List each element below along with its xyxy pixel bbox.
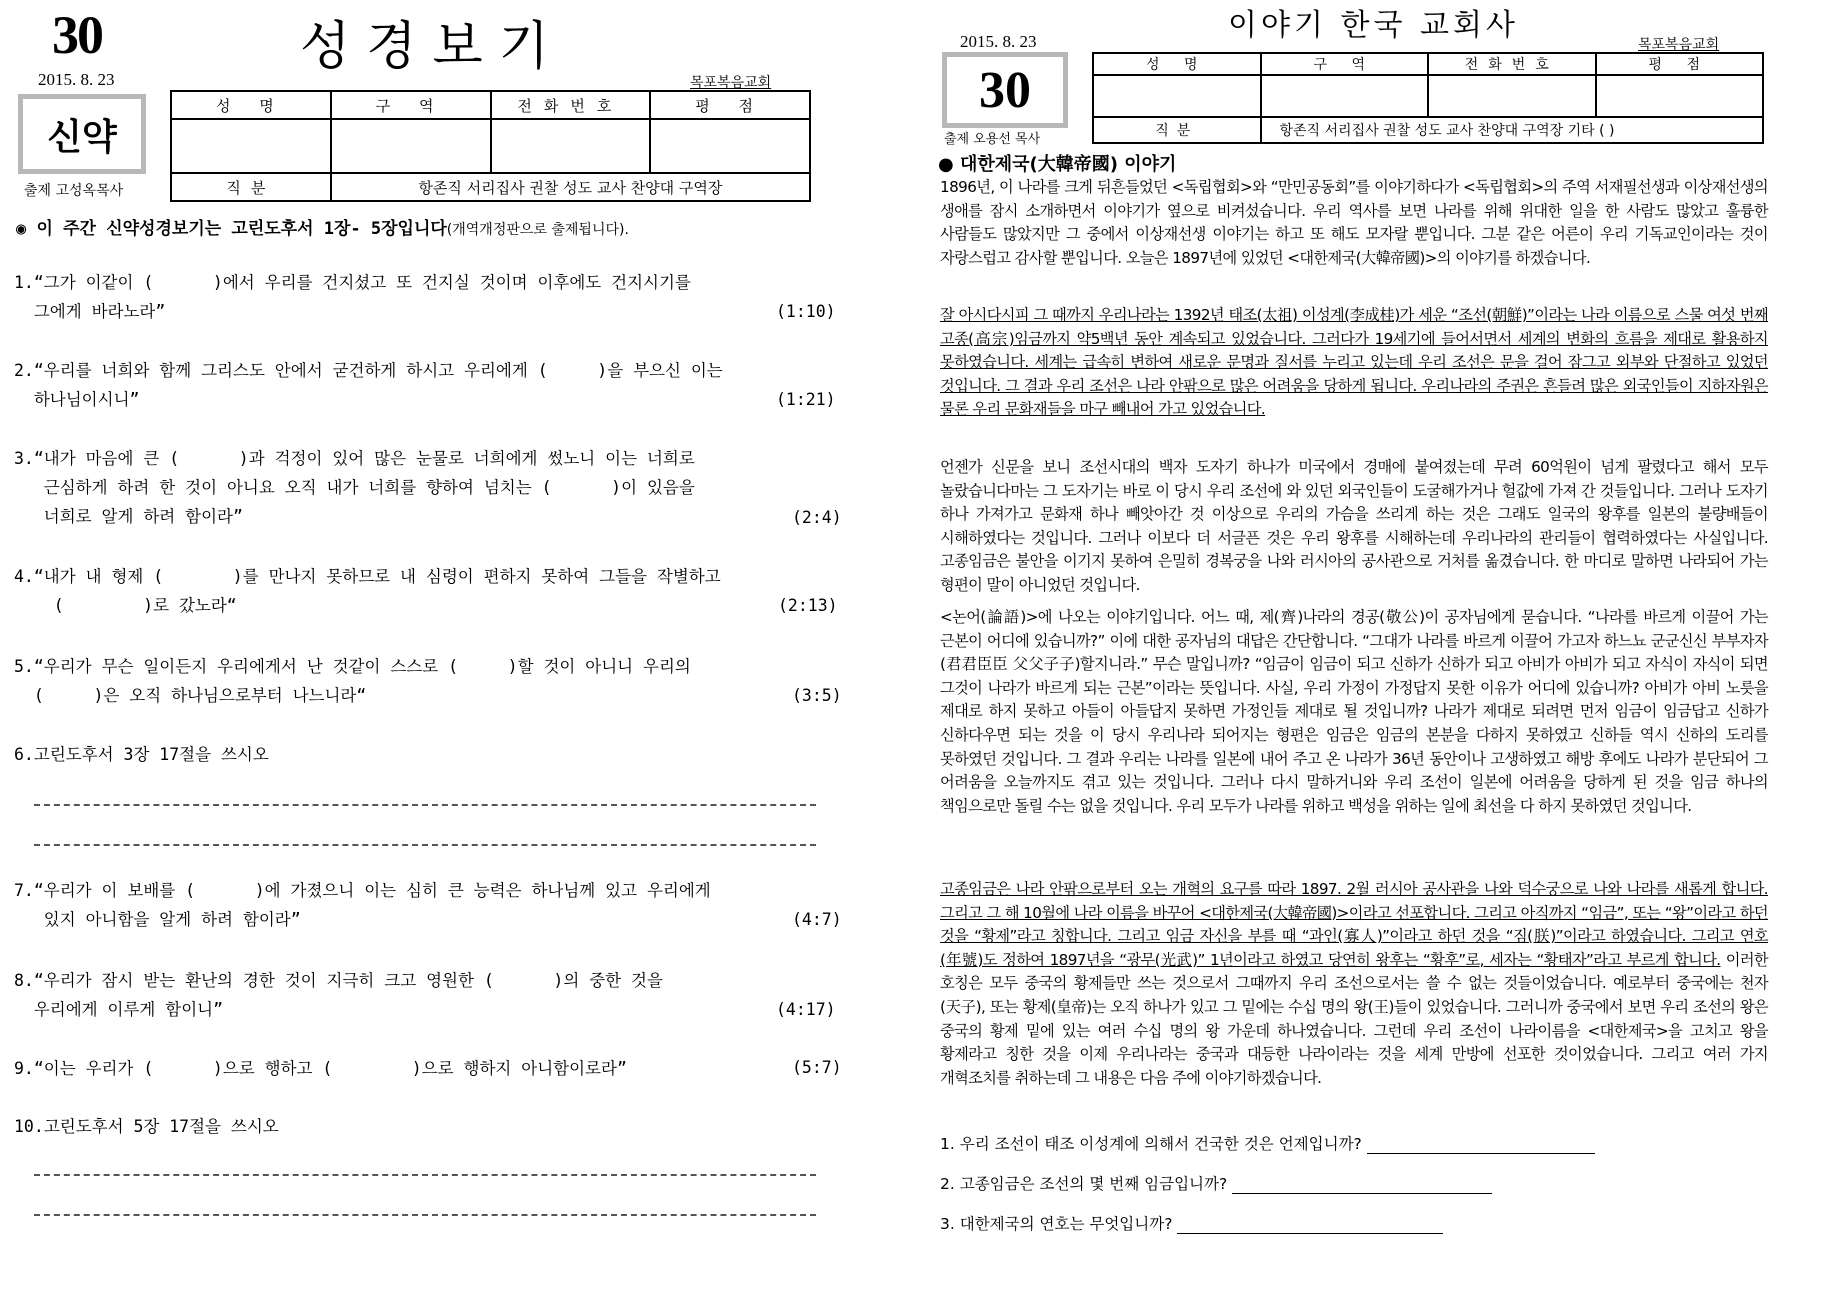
left-issue-number: 30 — [52, 5, 102, 65]
q-line: 근심하게 하려 한 것이 아니요 오직 내가 너희를 향하여 넘치는 ( )이 있음을 — [14, 478, 695, 497]
rank-label: 직분 — [1093, 117, 1261, 143]
q-number: 6. — [14, 745, 34, 764]
q-line: 있지 아니함을 알게 하려 함이라” — [14, 910, 301, 929]
paragraph-text: 1896년, 이 나라를 크게 뒤흔들었던 <독립협회>와 “만민공동회”를 이야기하다가 <독립협회>의 주역 서재필선생과 이상재선생의 생애를 잠시 소개하면서 이야기가 옆으로 비켜섰습니다. 우리 역사를 보면 나라를 위해 위대한 일을 한 사람도 많았고 훌륭한 사람들도 많았지만 그 중에서 이상재선생 이야기는 하고 또 해도 모자랄 뿐입니다. 그분 같은 어른이 우리 기독교인이라는 것이 자랑스럽고 감사할 뿐입니다. 오늘은 1897년에 있었던 <대한제국(大韓帝國)>의 이야기를 하겠습니다. — [940, 178, 1768, 267]
left-testament-badge: 신약 — [18, 94, 146, 174]
q-number: 8. — [14, 971, 34, 990]
header-name: 성 명 — [171, 91, 331, 119]
article-heading: ● 대한제국(大韓帝國) 이야기 — [938, 154, 1177, 175]
answer-line[interactable] — [34, 1174, 816, 1176]
question-5 — [14, 652, 691, 710]
left-church-name: 목포복음교회 — [690, 75, 772, 91]
question-7-ref: (4:7) — [792, 910, 842, 929]
right-page-title: 이야기 한국 교회사 — [1228, 8, 1519, 43]
q-line: 하나님이시니” — [14, 390, 140, 409]
header-phone: 전화번호 — [1428, 53, 1596, 75]
question-8 — [14, 966, 663, 1024]
paragraph-text: <논어(論語)>에 나오는 이야기입니다. 어느 때, 제(齊)나라의 경공(敬公)이 공자님에게 묻습니다. “나라를 바르게 이끌어 가는 근본이 어디에 있습니까?” 이에 대한 공자님의 대답은 간단합니다. “그대가 나라를 바르게 이끌어 가고자 하느뇨 군군신신 부부자자(君君臣臣 父父子子)할지니라.” 무슨 말입니까? “임금이 임금이 되고 신하가 신하가 되고 아비가 아비가 되고 자식이 자식이 되면 그것이 나라가 바르게 되는 근본”이라는 뜻입니다. 사실, 우리 가정이 가정답지 못한 이유가 어디에 있습니까? 아비가 아비 노릇을 제대로 하지 못하고 아들이 아들답지 못하면 가정인들 제대로 될 것입니까? 나라가 제대로 되려면 먼저 임금이 임금답고 신하가 신하다우면 되는 것을 이 당시 우리나라 되어지는 형편은 임금은 임금의 본분을 다하지 못하였고 신하들 역시 신하의 도리를 못하였던 것입니다. 그 결과 우리는 나라를 일본에 내어 주고 온 나라가 36년 동안이나 고생하였고 해방 후에도 나라가 분단되어 그 어려움을 오늘까지도 겪고 있는 것입니다. 그러나 다시 말하거니와 우리 조선이 일본에 어려움을 당하게 된 것을 임금 하나의 책임으로만 돌릴 수는 없을 것입니다. 우리 모두가 나라를 위하고 백성을 위하는 일에 최선을 다 하지 못하였던 것입니다. — [940, 608, 1768, 815]
question-9-ref: (5:7) — [792, 1058, 842, 1077]
answer-line[interactable] — [34, 804, 816, 806]
right-author: 출제 오용선 목사 — [944, 132, 1041, 147]
score-field[interactable] — [1596, 75, 1764, 117]
question-4-ref: (2:13) — [778, 596, 838, 615]
header-district: 구 역 — [1261, 53, 1429, 75]
notice-small: (개역개정판으로 출제됩니다). — [446, 222, 629, 238]
score-field[interactable] — [650, 119, 810, 173]
q-line: “우리가 무슨 일이든지 우리에게서 난 것같이 스스로 ( )할 것이 아니니 우리의 — [33, 657, 691, 676]
header-district: 구 역 — [331, 91, 491, 119]
q-line: “우리가 잠시 받는 환난의 경한 것이 지극히 크고 영원한 ( )의 중한 것을 — [33, 971, 663, 990]
article-paragraph-2 — [940, 304, 1768, 422]
question-1 — [14, 268, 691, 326]
right-info-table — [1092, 52, 1764, 144]
question-6 — [14, 740, 269, 769]
district-field[interactable] — [331, 119, 491, 173]
q-line: “이는 우리가 ( )으로 행하고 ( )으로 행하지 아니함이로라” — [33, 1059, 627, 1078]
question-3-ref: (2:4) — [792, 508, 842, 527]
header-phone: 전화번호 — [491, 91, 651, 119]
q-line: “우리를 너희와 함께 그리스도 안에서 굳건하게 하시고 우리에게 ( )을 부으신 이는 — [33, 361, 723, 380]
q-line: 고린도후서 5장 17절을 쓰시오 — [43, 1117, 279, 1136]
header-score: 평 점 — [650, 91, 810, 119]
rank-label: 직분 — [171, 173, 331, 201]
question-10 — [14, 1112, 279, 1141]
question-8-ref: (4:17) — [776, 1000, 836, 1019]
q-number: 10. — [14, 1117, 44, 1136]
question-2-ref: (1:21) — [776, 390, 836, 409]
review-question-1 — [940, 1132, 1595, 1154]
left-date: 2015. 8. 23 — [38, 70, 115, 89]
q-number: 4. — [14, 567, 34, 586]
review-question-text: 3. 대한제국의 연호는 무엇입니까? — [940, 1215, 1173, 1233]
article-paragraph-4 — [940, 606, 1768, 818]
district-field[interactable] — [1261, 75, 1429, 117]
q-line: 그에게 바라노라” — [14, 302, 166, 321]
review-question-text: 2. 고종임금은 조선의 몇 번째 임금입니까? — [940, 1175, 1228, 1193]
article-paragraph-3 — [940, 456, 1768, 598]
question-5-ref: (3:5) — [792, 686, 842, 705]
paragraph-text: 이러한 호칭은 모두 중국의 황제들만 쓰는 것으로서 그때까지 우리 조선으로서는 쓸 수 없는 것들이었습니다. 예로부터 중국에는 천자(天子), 또는 황제(皇帝)는 오직 하나가 있고 그 밑에는 수십 명의 왕(王)들이 있었습니다. 그러니까 중국에서 보면 우리 조선의 왕은 중국의 황제 밑에 있는 여러 수십 명의 왕 가운데 하나였습니다. 그런데 우리 조선이 나라이름을 <대한제국>을 고치고 왕을 황제라고 칭한 것을 이제 우리나라는 중국과 대등한 나라이라는 것을 세계 만방에 선포한 것이었습니다. 그리고 여러 가지 개혁조치를 취하는데 그 내용은 다음 주에 이야기하겠습니다. — [940, 950, 1768, 1087]
q-number: 3. — [14, 449, 34, 468]
right-date: 2015. 8. 23 — [960, 32, 1037, 51]
q-number: 9. — [14, 1059, 34, 1078]
q-line: ( )은 오직 하나님으로부터 나느니라“ — [14, 686, 367, 705]
q-number: 5. — [14, 657, 34, 676]
question-7 — [14, 876, 711, 934]
phone-field[interactable] — [1428, 75, 1596, 117]
q-line: ( )로 갔노라“ — [14, 596, 237, 615]
rank-options[interactable]: 항존직 서리집사 권찰 성도 교사 찬양대 구역장 기타 ( ) — [1261, 117, 1764, 143]
review-question-2 — [940, 1172, 1492, 1194]
answer-blank[interactable] — [1232, 1177, 1492, 1194]
name-field[interactable] — [1093, 75, 1261, 117]
q-number: 7. — [14, 881, 34, 900]
name-field[interactable] — [171, 119, 331, 173]
q-line: “내가 내 형제 ( )를 만나지 못하므로 내 심령이 편하지 못하여 그들을 작별하고 — [33, 567, 721, 586]
answer-blank[interactable] — [1177, 1217, 1443, 1234]
question-3 — [14, 444, 695, 531]
question-4 — [14, 562, 721, 620]
notice-text: ◉ 이 주간 신약성경보기는 고린도후서 1장- 5장입니다 — [16, 219, 447, 239]
q-line: 우리에게 이루게 함이니” — [14, 1000, 224, 1019]
header-name: 성 명 — [1093, 53, 1261, 75]
paragraph-underlined: 고종임금은 나라 안팎으로부터 오는 개혁의 요구를 따라 1897. 2월 러시아 공사관을 나와 덕수궁으로 나와 나라를 새롭게 합니다. 그리고 그 해 10월에 나라 이름을 바꾸어 <대한제국(大韓帝國)>이라고 선포합니다. 그리고 아직까지 “임금”, 또는 “왕”이라고 하던 것을 “황제”라고 칭합니다. 그리고 임금 자신을 부를 때 “과인(寡人)”이라고 하던 것을 “짐(朕)”이라고 하였습니다. 그리고 연호(年號)도 정하여 1897년을 “광무(光武)” 1년이라고 하였고 당연히 왕후는 “황후”로, 세자는 “황태자”라고 부르게 합니다. — [940, 880, 1768, 969]
left-page-title: 성경보기 — [300, 17, 565, 77]
article-paragraph-5 — [940, 878, 1768, 1090]
header-score: 평 점 — [1596, 53, 1764, 75]
q-number: 2. — [14, 361, 34, 380]
article-paragraph-1 — [940, 176, 1768, 270]
q-line: “우리가 이 보배를 ( )에 가졌으니 이는 심히 큰 능력은 하나님께 있고 우리에게 — [33, 881, 711, 900]
q-line: 너희로 알게 하려 함이라” — [14, 507, 243, 526]
paragraph-text: 언젠가 신문을 보니 조선시대의 백자 도자기 하나가 미국에서 경매에 붙여졌는데 무려 60억원이 넘게 팔렸다고 해서 모두 놀랐습니다마는 그 도자기는 바로 이 당시 우리 조선에 와 있던 외국인들이 도굴해가거나 헐값에 가져 간 것들입니다. 그러나 도자기 하나 가져가고 문화재 하나 빼앗아간 것 이상으로 우리의 가슴을 쓰리게 하는 것은 그래도 일국의 왕후를 일본의 불량배들이 시해하였다는 것입니다. 그러나 이보다 더 서글픈 것은 우리 왕후를 시해하는데 우리나라의 관리들이 협력하였다는 사실입니다. 고종임금은 불안을 이기지 못하여 은밀히 경복궁을 나와 러시아의 공사관으로 거처를 옮겼습니다. 한 마디로 말하면 나라되어 가는 형편이 말이 아니었던 것입니다. — [940, 458, 1768, 594]
left-info-table — [170, 90, 811, 202]
phone-field[interactable] — [491, 119, 651, 173]
left-author: 출제 고성옥목사 — [24, 183, 124, 199]
q-number: 1. — [14, 273, 34, 292]
q-line: “그가 이같이 ( )에서 우리를 건지셨고 또 건지실 것이며 이후에도 건지시기를 — [33, 273, 691, 292]
review-question-3 — [940, 1212, 1443, 1234]
q-line: “내가 마음에 큰 ( )과 걱정이 있어 많은 눈물로 너희에게 썼노니 이는 너희로 — [33, 449, 695, 468]
right-church-name: 목포복음교회 — [1638, 37, 1720, 53]
paragraph-underlined: 잘 아시다시피 그 때까지 우리나라는 1392년 태조(太祖) 이성계(李成桂)가 세운 “조선(朝鮮)”이라는 나라 이름으로 스물 여섯 번째 고종(高宗)임금까지 약5백년 동안 계속되고 있었습니다. 그러다가 19세기에 들어서면서 세계의 변화의 흐름을 제대로 활용하지 못하였습니다. 세계는 급속히 변하여 새로운 문명과 질서를 누리고 있는데 우리 조선은 문을 걸어 잠그고 외부와 단절하고 있었던 것입니다. 그 결과 우리 조선은 나라 안팎으로 많은 어려움을 당하게 됩니다. 우리나라의 주권은 흔들려 많은 외국인들이 지하자원은 물론 우리 문화재들을 마구 빼내어 가고 있었습니다. — [940, 306, 1768, 419]
answer-blank[interactable] — [1367, 1137, 1595, 1154]
left-weekly-notice — [16, 214, 629, 239]
q-line: 고린도후서 3장 17절을 쓰시오 — [33, 745, 269, 764]
review-question-text: 1. 우리 조선이 태조 이성계에 의해서 건국한 것은 언제입니까? — [940, 1135, 1362, 1153]
rank-options[interactable]: 항존직 서리집사 권찰 성도 교사 찬양대 구역장 — [331, 173, 810, 201]
right-issue-number: 30 — [942, 52, 1068, 128]
question-9 — [14, 1054, 627, 1083]
answer-line[interactable] — [34, 844, 816, 846]
question-1-ref: (1:10) — [776, 302, 836, 321]
question-2 — [14, 356, 723, 414]
answer-line[interactable] — [34, 1214, 816, 1216]
